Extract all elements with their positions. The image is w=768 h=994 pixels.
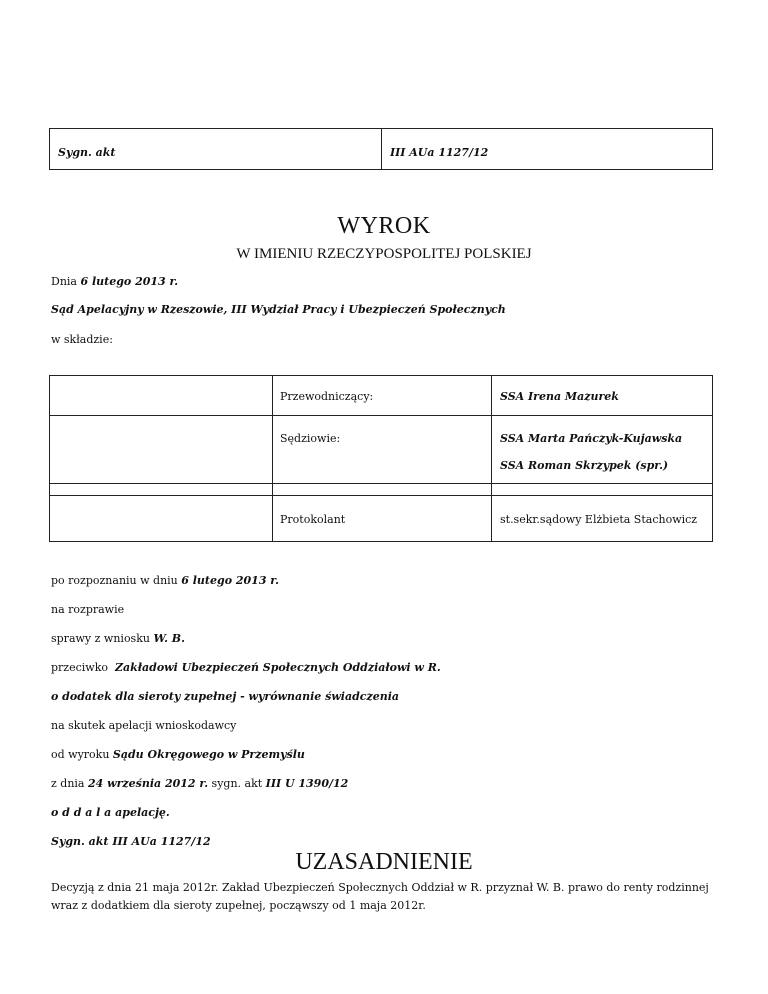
- table-divider: [50, 483, 712, 484]
- case-subject: o dodatek dla sieroty zupełnej - wyrównanie świadczenia: [51, 690, 400, 703]
- table-divider: [50, 495, 712, 496]
- against-prefix: przeciwko: [51, 661, 115, 674]
- lower-judgment-date: 24 września 2012 r.: [88, 777, 209, 790]
- judge-1-name: SSA Marta Pańczyk-Kujawska: [500, 432, 683, 445]
- judgment-subtitle: W IMIENIU RZECZYPOSPOLITEJ POLSKIEJ: [236, 246, 532, 262]
- clerk-name: st.sekr.sądowy Elżbieta Stachowicz: [500, 513, 698, 526]
- judges-label: Sędziowie:: [280, 432, 341, 445]
- date-prefix: z dnia: [51, 777, 88, 790]
- date-line: [51, 275, 178, 288]
- lower-court-name: Sądu Okręgowego w Przemyślu: [112, 748, 305, 761]
- court-name: Sąd Apelacyjny w Rzeszowie, III Wydział Pracy i Ubezpieczeń Społecznych: [51, 303, 506, 316]
- case-signature-value: III AUa 1127/12: [390, 146, 489, 159]
- composition-intro: w składzie:: [51, 333, 113, 346]
- table-divider: [50, 415, 712, 416]
- date-prefix: Dnia: [51, 275, 81, 288]
- hearing-line: na rozprawie: [51, 603, 125, 616]
- respondent-name: Zakładowi Ubezpieczeń Społecznych Oddziałowi w R.: [114, 661, 441, 674]
- lower-date-line: [51, 777, 348, 790]
- justification-title: UZASADNIENIE: [295, 849, 473, 875]
- against-line: [51, 661, 441, 674]
- considered-date: 6 lutego 2013 r.: [181, 574, 279, 587]
- justification-signature: Sygn. akt III AUa 1127/12: [51, 835, 211, 848]
- decision: o d d a l a apelację.: [51, 806, 170, 819]
- clerk-label: Protokolant: [280, 513, 346, 526]
- lower-case-signature: III U 1390/12: [265, 777, 349, 790]
- judgment-prefix: od wyroku: [51, 748, 113, 761]
- case-signature-table: [49, 128, 713, 170]
- justification-paragraph: Decyzją z dnia 21 maja 2012r. Zakład Ubezpieczeń Społecznych Oddział w R. przyznał W. B. prawo do renty rodzinnej wraz z dodatkiem dla sieroty zupełnej, począwszy od 1 maja 2012r.: [51, 881, 709, 912]
- table-divider: [272, 376, 273, 541]
- table-divider: [491, 376, 492, 541]
- chair-name: SSA Irena Mazurek: [500, 390, 619, 403]
- applicant-name: W. B.: [153, 632, 185, 645]
- considered-line: [51, 574, 279, 587]
- signature-prefix: sygn. akt: [208, 777, 266, 790]
- considered-prefix: po rozpoznaniu w dniu: [51, 574, 182, 587]
- judge-2-name: SSA Roman Skrzypek (spr.): [500, 459, 669, 472]
- lower-judgment-line: [51, 748, 305, 761]
- appeal-line: na skutek apelacji wnioskodawcy: [51, 719, 237, 732]
- case-prefix: sprawy z wniosku: [51, 632, 154, 645]
- judgment-title: WYROK: [337, 213, 431, 239]
- judgment-date: 6 lutego 2013 r.: [80, 275, 179, 288]
- composition-table: [49, 375, 713, 542]
- case-line: [51, 632, 185, 645]
- case-signature-label: Sygn. akt: [50, 129, 382, 169]
- chair-label: Przewodniczący:: [280, 390, 374, 403]
